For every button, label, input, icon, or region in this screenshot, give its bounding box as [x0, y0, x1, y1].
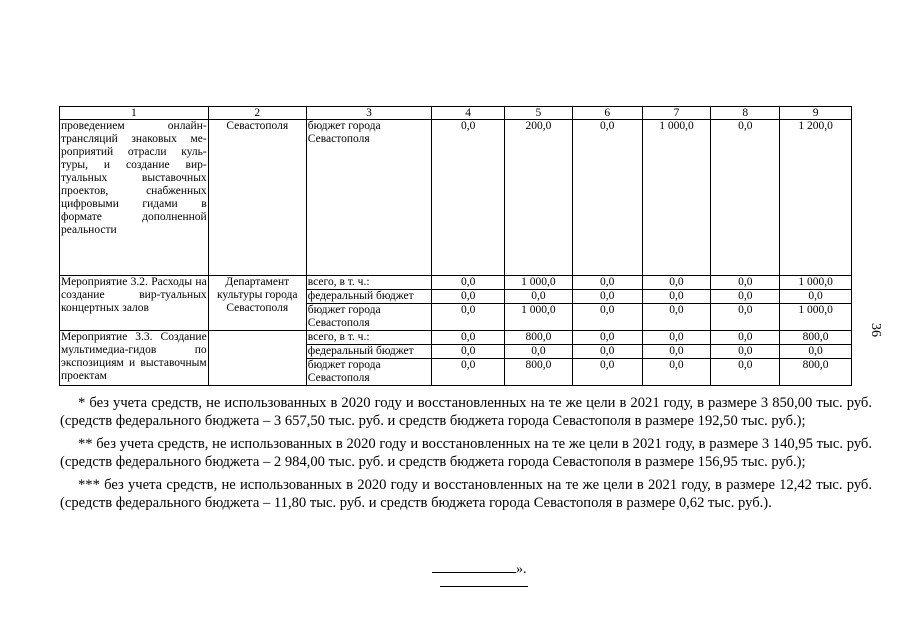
activity-cell: Мероприятие 3.3. Создание мультимедиа-гидов по экспозициям и выставочным проектам [60, 331, 209, 386]
value-cell: 0,0 [711, 331, 780, 345]
value-cell: 0,0 [572, 290, 642, 304]
source-cell: федеральный бюджет [306, 345, 431, 359]
value-cell: 1 000,0 [505, 276, 573, 290]
header-cell: 8 [711, 107, 780, 120]
value-cell: 0,0 [711, 290, 780, 304]
value-cell: 0,0 [642, 276, 711, 290]
value-cell: 0,0 [711, 359, 780, 386]
executor-cell [208, 331, 306, 386]
value-cell: 0,0 [642, 331, 711, 345]
footnote: ** без учета средств, не использованных в 2020 году и восстановленных на те же цели в 2021 году, в размере 3 140,95 тыс. руб. (средств федерального бюджета – 2 984,00 тыс. руб. и средств бюджета города Севастополя в размере 156,95 тыс. руб.); [60, 436, 872, 470]
header-cell: 4 [432, 107, 505, 120]
source-cell: бюджет города Севастополя [306, 304, 431, 331]
source-cell: бюджет города Севастополя [306, 359, 431, 386]
value-cell: 0,0 [572, 276, 642, 290]
value-cell: 0,0 [642, 359, 711, 386]
executor-cell: Севастополя [208, 120, 306, 276]
table-row [60, 120, 852, 276]
value-cell: 0,0 [572, 120, 642, 276]
value-cell: 0,0 [432, 331, 505, 345]
value-cell: 0,0 [572, 304, 642, 331]
value-cell: 1 200,0 [780, 120, 852, 276]
value-cell: 0,0 [642, 345, 711, 359]
value-cell: 1 000,0 [505, 304, 573, 331]
value-cell: 200,0 [505, 120, 573, 276]
table-row [60, 276, 852, 290]
value-cell: 0,0 [432, 345, 505, 359]
value-cell: 0,0 [572, 331, 642, 345]
value-cell: 0,0 [642, 290, 711, 304]
header-cell: 2 [208, 107, 306, 120]
value-cell: 0,0 [780, 345, 852, 359]
value-cell: 0,0 [780, 290, 852, 304]
value-cell: 0,0 [432, 276, 505, 290]
source-cell: бюджет города Севастополя [306, 120, 431, 276]
header-cell: 3 [306, 107, 431, 120]
value-cell: 0,0 [432, 304, 505, 331]
signature-underline [432, 572, 516, 573]
value-cell: 0,0 [505, 345, 573, 359]
header-cell: 5 [505, 107, 573, 120]
executor-cell: Департамент культуры города Севастополя [208, 276, 306, 331]
value-cell: 0,0 [711, 120, 780, 276]
value-cell: 0,0 [711, 345, 780, 359]
page-number: 36 [868, 323, 883, 337]
value-cell: 0,0 [505, 290, 573, 304]
value-cell: 0,0 [572, 359, 642, 386]
header-cell: 1 [60, 107, 209, 120]
source-cell: федеральный бюджет [306, 290, 431, 304]
value-cell: 800,0 [780, 359, 852, 386]
closing-mark: ». [516, 562, 527, 577]
closing-line [432, 562, 527, 578]
value-cell: 0,0 [432, 290, 505, 304]
end-divider [440, 586, 528, 587]
value-cell: 800,0 [505, 331, 573, 345]
footnote: *** без учета средств, не использованных в 2020 году и восстановленных на те же цели в 2021 году, в размере 12,42 тыс. руб. (средств федерального бюджета – 11,80 тыс. руб. и средств бюджета города Севастополя в размере 0,62 тыс. руб.). [60, 477, 872, 511]
value-cell: 0,0 [432, 120, 505, 276]
footnote: * без учета средств, не использованных в 2020 году и восстановленных на те же цели в 2021 году, в размере 3 850,00 тыс. руб. (средств федерального бюджета – 3 657,50 тыс. руб. и средств бюджета города Севастополя в размере 192,50 тыс. руб.); [60, 395, 872, 429]
source-cell: всего, в т. ч.: [306, 276, 431, 290]
header-cell: 6 [572, 107, 642, 120]
value-cell: 0,0 [711, 304, 780, 331]
table-row [60, 331, 852, 345]
value-cell: 1 000,0 [780, 276, 852, 290]
value-cell: 0,0 [432, 359, 505, 386]
value-cell: 1 000,0 [642, 120, 711, 276]
value-cell: 0,0 [642, 304, 711, 331]
value-cell: 0,0 [572, 345, 642, 359]
header-cell: 7 [642, 107, 711, 120]
footnotes [60, 394, 872, 517]
budget-table [59, 106, 852, 386]
activity-cell: Мероприятие 3.2. Расходы на создание вир-туальных концертных залов [60, 276, 209, 331]
value-cell: 1 000,0 [780, 304, 852, 331]
header-row [60, 107, 852, 120]
header-cell: 9 [780, 107, 852, 120]
value-cell: 800,0 [505, 359, 573, 386]
value-cell: 0,0 [711, 276, 780, 290]
source-cell: всего, в т. ч.: [306, 331, 431, 345]
value-cell: 800,0 [780, 331, 852, 345]
activity-cell: проведением онлайн-трансляций знаковых ме-роприятий отрасли куль-туры, и создание вир-туальных выставочных проектов, снабженных цифровыми гидами в формате дополненной реальности [60, 120, 209, 276]
